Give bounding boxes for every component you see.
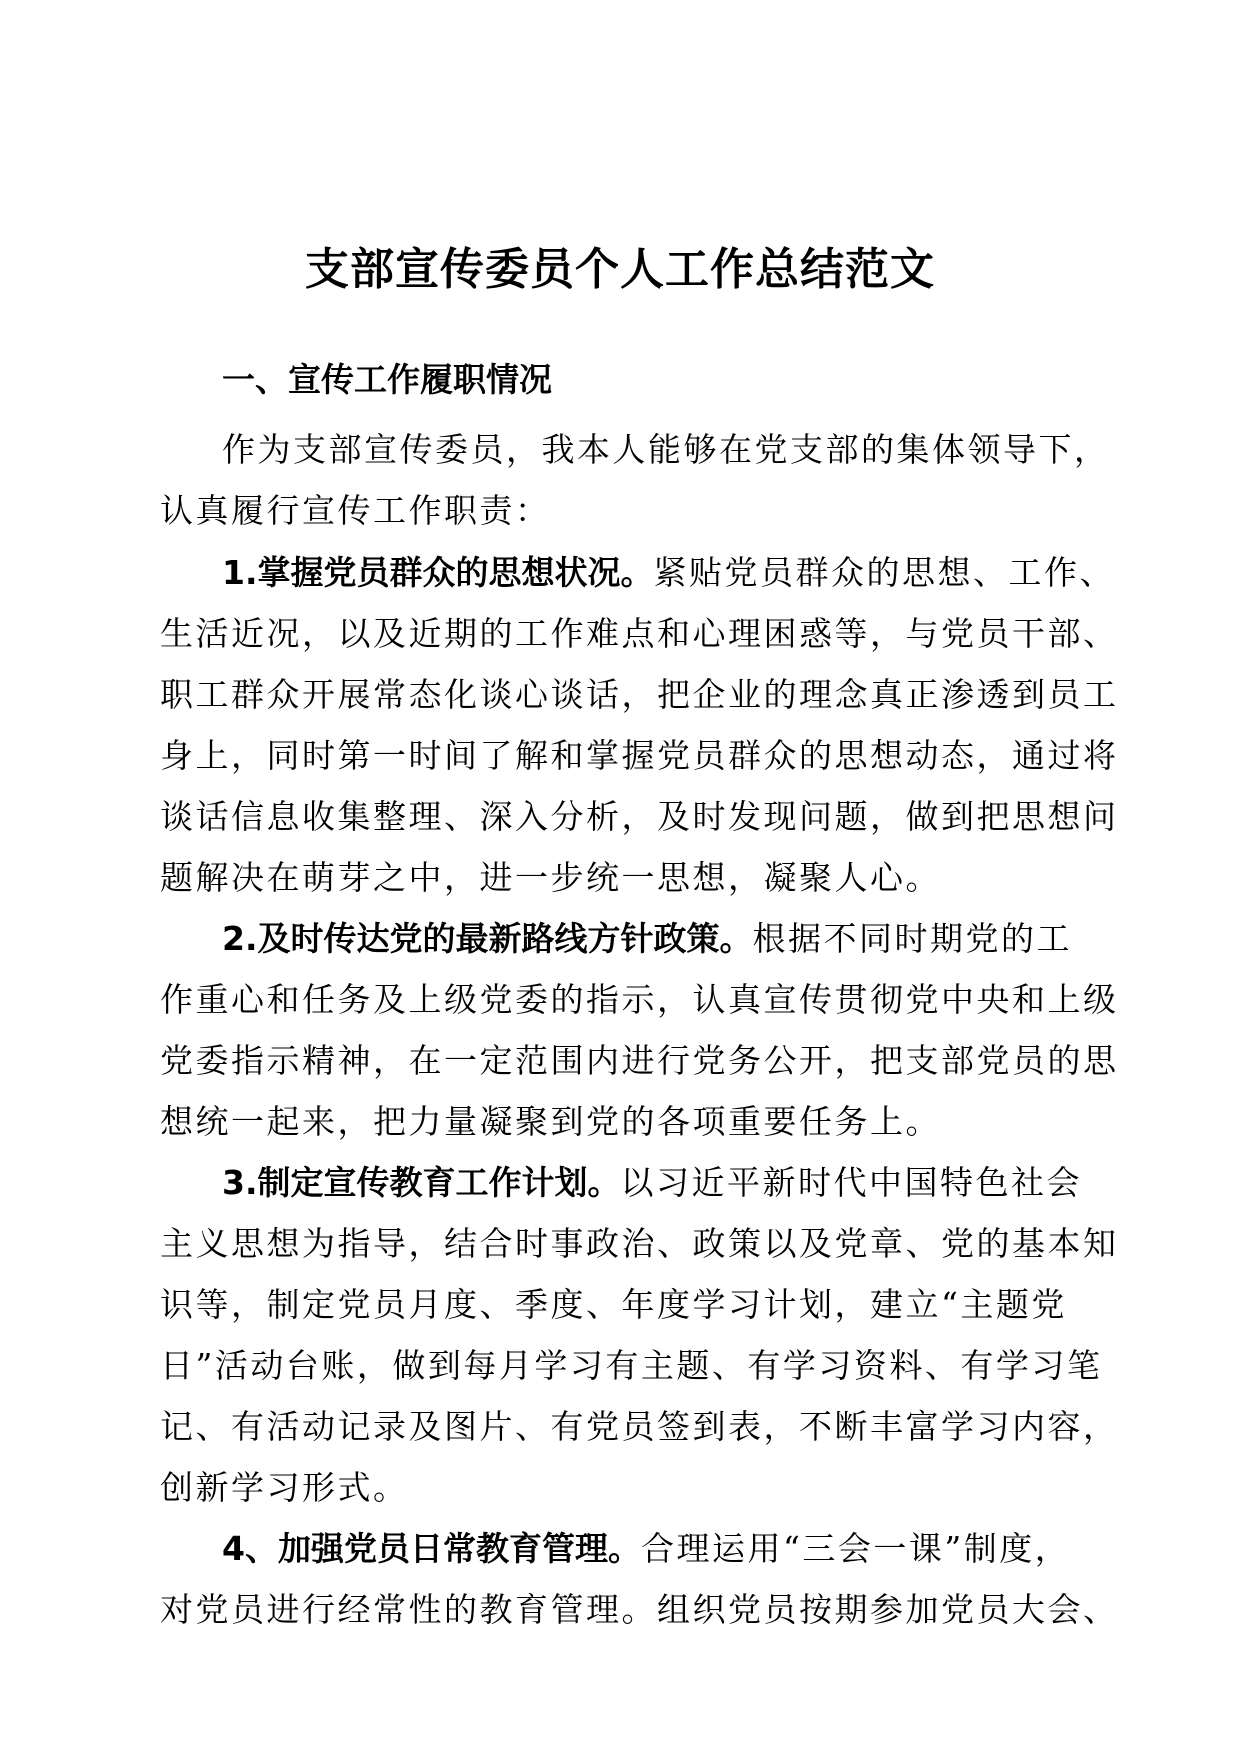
paragraph-line: 创新学习形式。 bbox=[160, 1468, 409, 1507]
item-4-text: 合理运用“三会一课”制度， bbox=[640, 1529, 1071, 1568]
paragraph-line: 记、有活动记录及图片、有党员签到表，不断丰富学习内容， bbox=[160, 1407, 1119, 1446]
paragraph-line: 身上，同时第一时间了解和掌握党员群众的思想动态，通过将 bbox=[160, 736, 1119, 775]
paragraph-line: 职工群众开展常态化谈心谈话，把企业的理念真正渗透到员工 bbox=[160, 675, 1119, 714]
item-4-heading: 4、加强党员日常教育管理。 bbox=[222, 1529, 641, 1568]
item-3-text: 以习近平新时代中国特色社会 bbox=[620, 1163, 1082, 1202]
paragraph-line: 作重心和任务及上级党委的指示，认真宣传贯彻党中央和上级 bbox=[160, 980, 1119, 1019]
item-3-heading: 3.制定宣传教育工作计划。 bbox=[222, 1163, 621, 1202]
item-4-first-line bbox=[222, 1529, 1070, 1569]
section-heading: 一、宣传工作履职情况 bbox=[222, 360, 552, 399]
item-2-text: 根据不同时期党的工 bbox=[752, 919, 1072, 958]
paragraph-line: 谈话信息收集整理、深入分析，及时发现问题，做到把思想问 bbox=[160, 797, 1119, 836]
intro-line: 作为支部宣传委员，我本人能够在党支部的集体领导下， bbox=[222, 430, 1110, 469]
paragraph-line: 生活近况，以及近期的工作难点和心理困惑等，与党员干部、 bbox=[160, 614, 1119, 653]
paragraph-line: 对党员进行经常性的教育管理。组织党员按期参加党员大会、 bbox=[160, 1590, 1119, 1629]
intro-line: 认真履行宣传工作职责： bbox=[160, 491, 551, 530]
item-3-first-line bbox=[222, 1163, 1082, 1203]
paragraph-line: 日”活动台账，做到每月学习有主题、有学习资料、有学习笔 bbox=[160, 1346, 1103, 1385]
paragraph-line: 识等，制定党员月度、季度、年度学习计划，建立“主题党 bbox=[160, 1285, 1067, 1324]
paragraph-line: 题解决在萌芽之中，进一步统一思想，凝聚人心。 bbox=[160, 858, 941, 897]
document-title: 支部宣传委员个人工作总结范文 bbox=[305, 244, 935, 295]
item-2-first-line bbox=[222, 919, 1072, 959]
item-1-text: 紧贴党员群众的思想、工作、 bbox=[653, 553, 1115, 592]
item-2-heading: 2.及时传达党的最新路线方针政策。 bbox=[222, 919, 753, 958]
paragraph-line: 党委指示精神，在一定范围内进行党务公开，把支部党员的思 bbox=[160, 1041, 1119, 1080]
item-1-first-line bbox=[222, 553, 1115, 593]
paragraph-line: 想统一起来，把力量凝聚到党的各项重要任务上。 bbox=[160, 1102, 941, 1141]
paragraph-line: 主义思想为指导，结合时事政治、政策以及党章、党的基本知 bbox=[160, 1224, 1119, 1263]
item-1-heading: 1.掌握党员群众的思想状况。 bbox=[222, 553, 654, 592]
